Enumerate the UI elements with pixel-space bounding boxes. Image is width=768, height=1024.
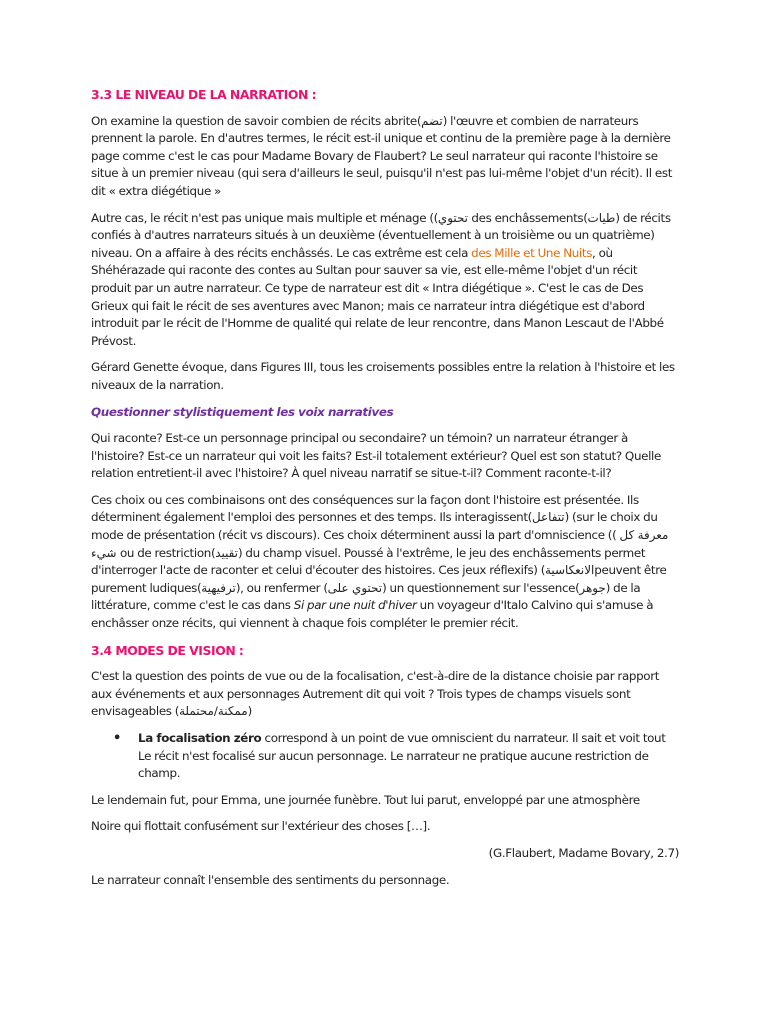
paragraph-questions: Qui raconte? Est-ce un personnage principal ou secondaire? un témoin? un narrateur étranger à l'histoire? Est-ce un narrateur qui voit les faits? Est-il totalement extérieur? Quel est son statut? Quelle relation entretient-il avec l'histoire? À quel niveau narratif se situe-t-il? Comment raconte-t-il? bbox=[91, 431, 661, 481]
paragraph-narrative-levels: On examine la question de savoir combien de récits abrite(تضم) l'œuvre et combien de narrateurs prennent la parole. En d'autres termes, le récit est-il unique et continu de la première page à la dernière page comme c'est le cas pour Madame Bovary de Flaubert? Le seul narrateur qui raconte l'histoire se situe à un premier niveau (qui sera d'ailleurs le seul, puisqu'il n'est pas lui-même l'objet d'un récit). Il est dit « extra diégétique » bbox=[91, 113, 673, 198]
bullet-icon: • bbox=[113, 731, 121, 746]
paragraph-text: Autre cas, le récit n'est pas unique mais multiple et ménage ((تحتوي des enchâssements(طيات) de récits confiés à d'autres narrateurs situés à un deuxième (éventuellement à un troisième ou un quatrième) niveau. On a affaire à des récits enchâssés. Le cas extrême est cela bbox=[91, 210, 671, 260]
bullet-term: La focalisation zéro bbox=[138, 731, 262, 745]
paragraph-points-of-view: C'est la question des points de vue ou de la focalisation, c'est-à-dire de la distance choisie par rapport aux événements et aux personnages Autrement dit qui voit ? Trois types de champs visuels sont envisageables (ممكنة/محتملة) bbox=[91, 669, 660, 719]
section-heading-3-3: 3.3 LE NIVEAU DE LA NARRATION : bbox=[91, 87, 317, 102]
paragraph-closing: Le narrateur connaît l'ensemble des sentiments du personnage. bbox=[91, 872, 450, 887]
bullet-text: correspond à un point de vue omniscient du narrateur. Il sait et voit tout Le récit n'est focalisé sur aucun personnage. Le narrateur ne pratique aucune restriction de champ. bbox=[138, 731, 666, 781]
paragraph-consequences bbox=[91, 492, 679, 633]
quote-line-1: Le lendemain fut, pour Emma, une journée funèbre. Tout lui parut, enveloppé par une atmosphère bbox=[91, 792, 640, 807]
section-heading-3-4: 3.4 MODES DE VISION : bbox=[91, 642, 244, 658]
paragraph-embedded-narratives bbox=[91, 210, 679, 351]
paragraph-genette: Gérard Genette évoque, dans Figures III, tous les croisements possibles entre la relation à l'histoire et les niveaux de la narration. bbox=[91, 360, 675, 392]
quote-line-2: Noire qui flottait confusément sur l'extérieur des choses […]. bbox=[91, 819, 431, 834]
paragraph-text: , où Shéhérazade qui raconte des contes au Sultan pour sauver sa vie, est elle-même l'objet d'un récit produit par un autre narrateur. Ce type de narrateur est dit « Intra diégétique ». C'est le cas de Des Grieux qui fait le récit de ses aventures avec Manon; mais ce narrateur intra diégétique est d'abord introduit par le récit de l'Homme de qualité qui relate de leur rencontre, dans Manon Lescaut de l'Abbé Prévost. bbox=[91, 245, 664, 348]
document-page bbox=[91, 86, 679, 898]
list-item-focalisation-zero bbox=[91, 730, 679, 783]
paragraph-text: un voyageur d'Italo Calvino qui s'amuse à enchâsser onze récits, qui viennent à chaque fois compléter le premier récit. bbox=[91, 598, 654, 631]
mille-et-une-nuits-link[interactable]: des Mille et Une Nuits bbox=[471, 245, 593, 260]
subheading-narrative-voices: Questionner stylistiquement les voix narratives bbox=[91, 404, 394, 419]
quote-source: (G.Flaubert, Madame Bovary, 2.7) bbox=[488, 845, 679, 860]
paragraph-text: Ces choix ou ces combinaisons ont des conséquences sur la façon dont l'histoire est présentée. Ils déterminent également l'emploi des personnes et des temps. Ils interagissent(تتفاعل) (sur le choix du mode de présentation (récit vs discours). Ces choix déterminent aussi la part d'omniscience (( معرفة كل شيء ou de restriction(تقييد) du champ visuel. Poussé à l'extrême, le jeu des enchâssements permet d'interroger l'acte de raconter et celui d'écouter des histoires. Ces jeux réflexifs) (الانعكاسيةpeuvent être purement ludiques(ترفيهية), ou renfermer (تحتوي على) un questionnement sur l'essence(جوهر) de la littérature, comme c'est le cas dans bbox=[91, 492, 669, 613]
book-title-italic: Si par une nuit d'hiver bbox=[293, 598, 417, 613]
